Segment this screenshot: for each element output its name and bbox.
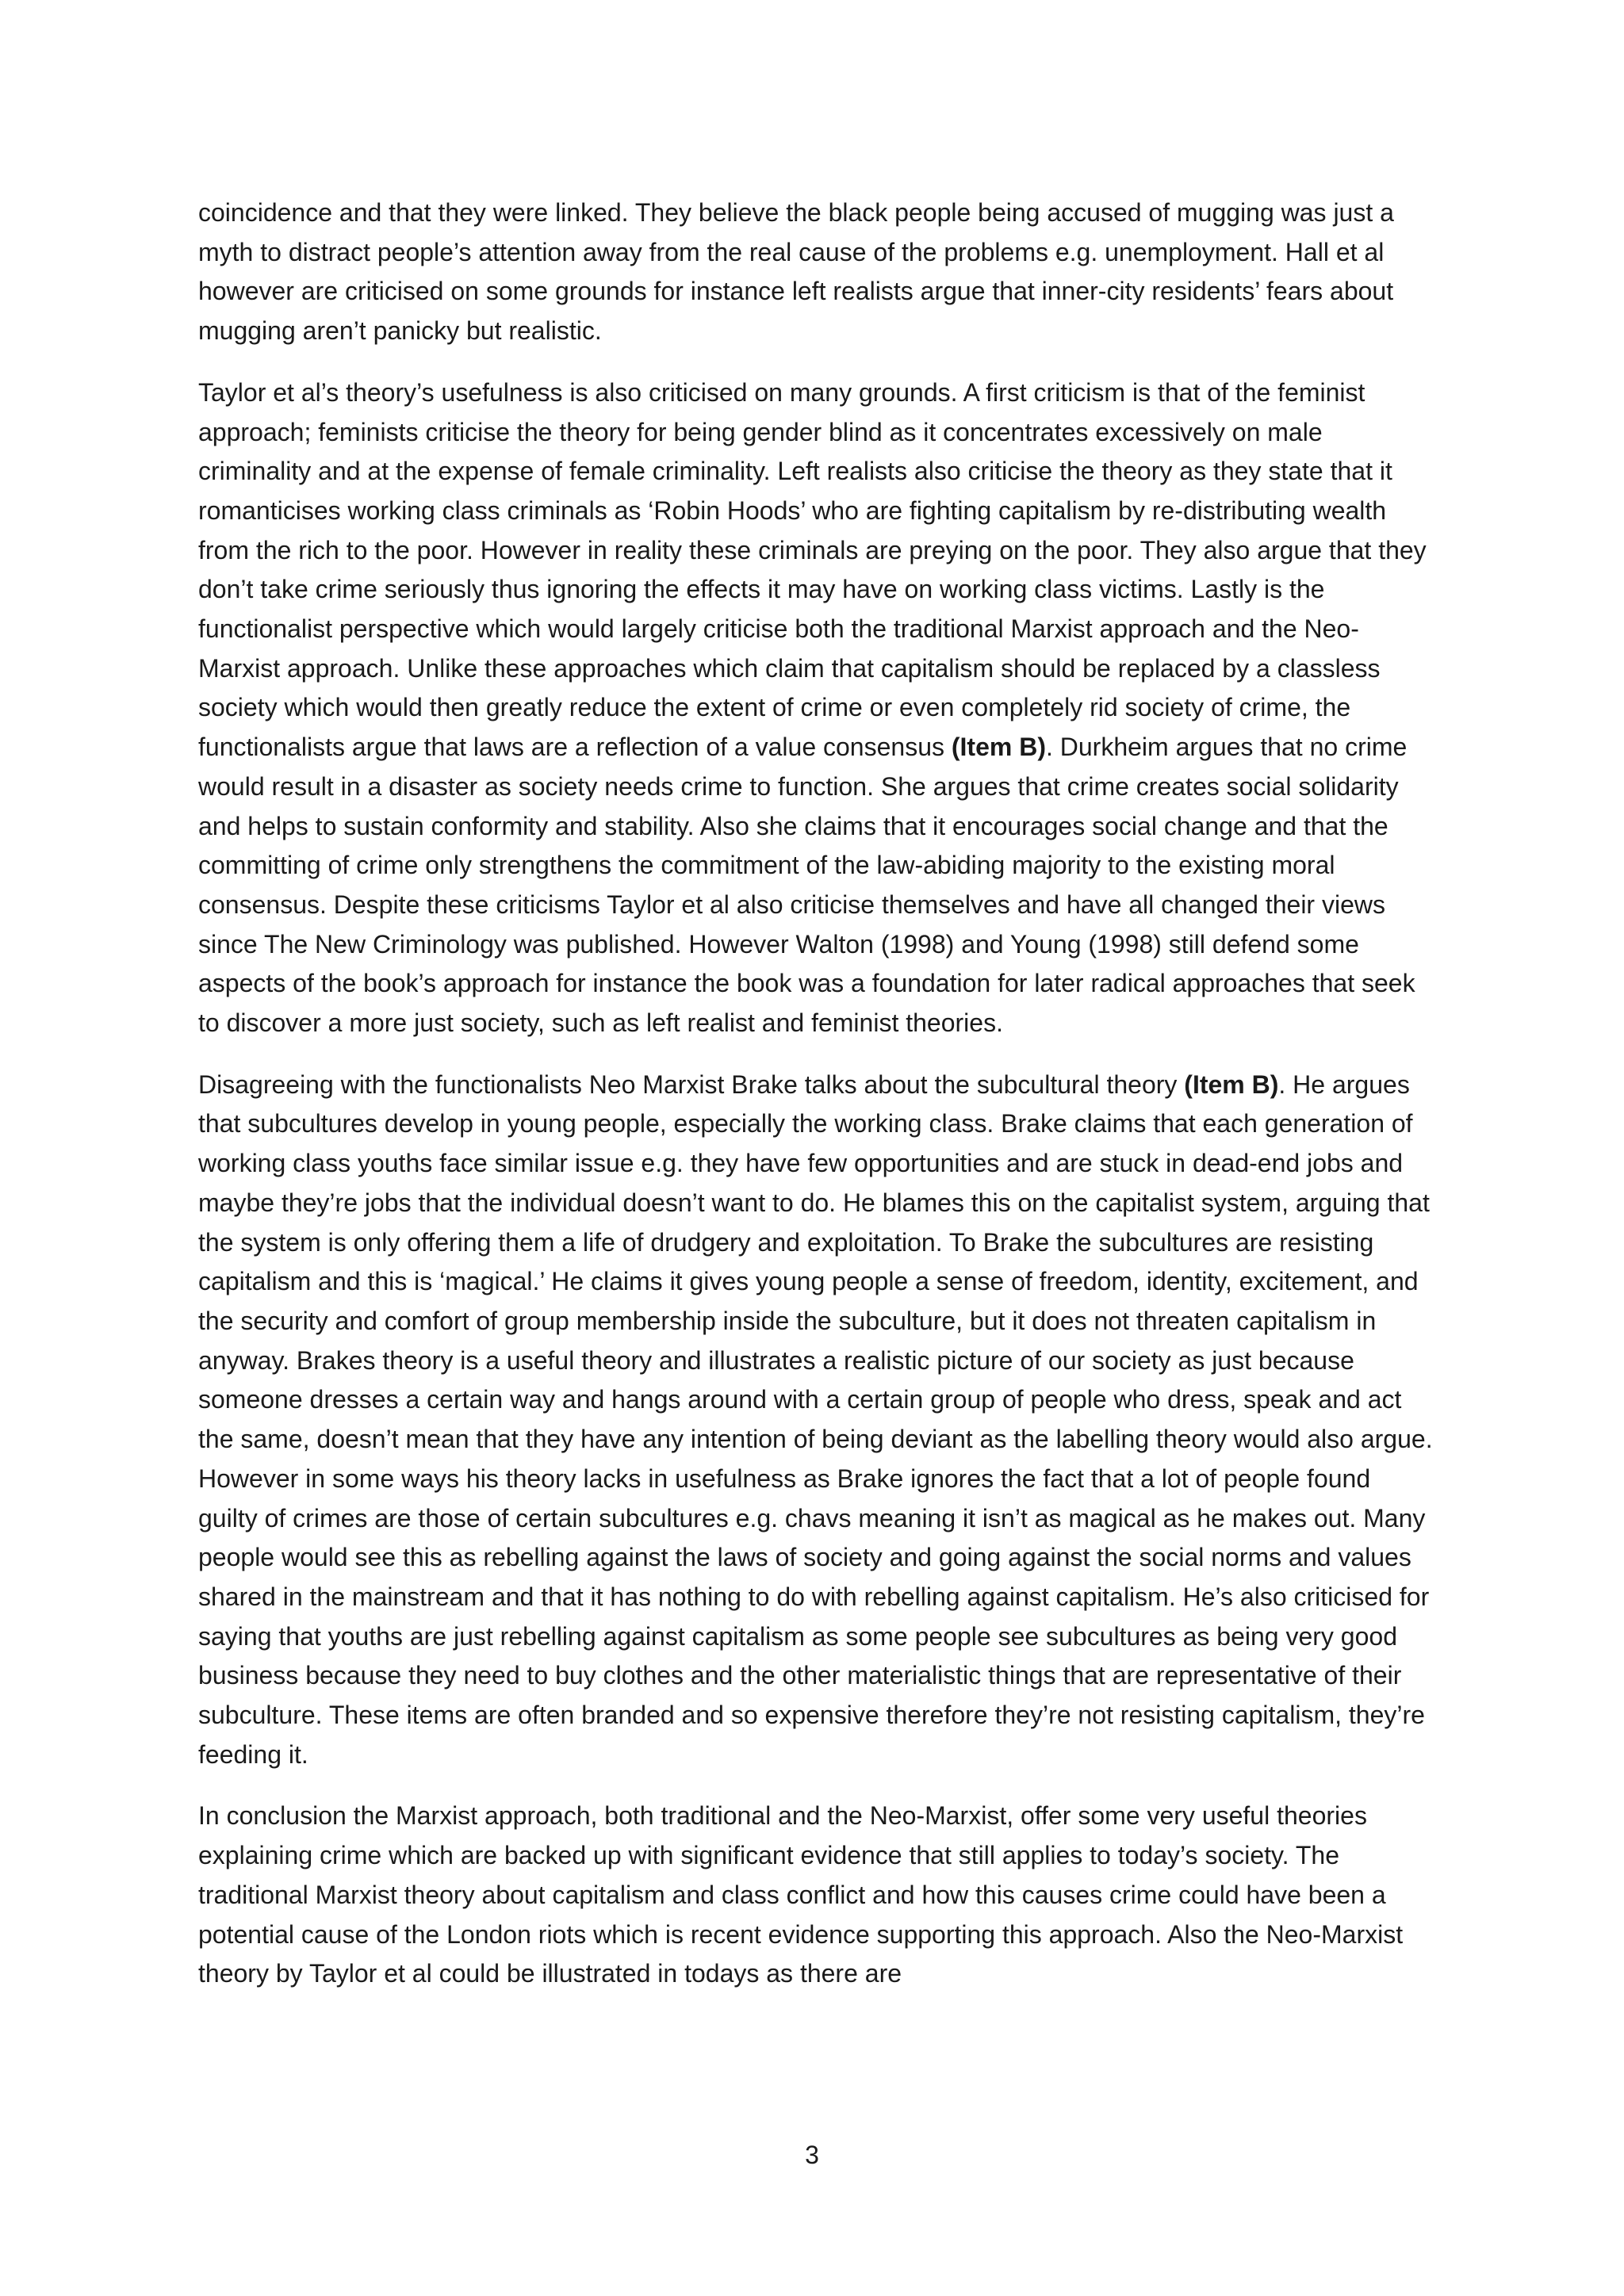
paragraph-3-text-a: Disagreeing with the functionalists Neo Marxist Brake talks about the subcultural theory <box>198 1070 1185 1099</box>
paragraph-2 <box>198 373 1435 1043</box>
item-b-reference: (Item B) <box>951 733 1046 762</box>
paragraph-4-text: In conclusion the Marxist approach, both traditional and the Neo-Marxist, offer some very useful theories explaining crime which are backed up with significant evidence that still applies to today’s society. The traditional Marxist theory about capitalism and class conflict and how this causes crime could have been a potential cause of the London riots which is recent evidence supporting this approach. Also the Neo-Marxist theory by Taylor et al could be illustrated in todays as there are <box>198 1801 1404 1988</box>
page-number: 3 <box>805 2141 819 2169</box>
paragraph-4 <box>198 1797 1435 1994</box>
paragraph-1 <box>198 193 1435 351</box>
paragraph-3 <box>198 1066 1435 1775</box>
paragraph-3-text-b: . He argues that subcultures develop in young people, especially the working class. Brake claims that each generation of working class youths face similar issue e.g. they have few opportunities and are stuck in dead-end jobs and maybe they’re jobs that the individual doesn’t want to do. He blames this on the capitalist system, arguing that the system is only offering them a life of drudgery and exploitation. To Brake the subcultures are resisting capitalism and this is ‘magical.’ He claims it gives young people a sense of freedom, identity, excitement, and the security and comfort of group membership inside the subculture, but it does not threaten capitalism in anyway. Brakes theory is a useful theory and illustrates a realistic picture of our society as just because someone dresses a certain way and hangs around with a certain group of people who dress, speak and act the same, doesn’t mean that they have any intention of being deviant as the labelling theory would also argue. However in some ways his theory lacks in usefulness as Brake ignores the fact that a lot of people found guilty of crimes are those of certain subcultures e.g. chavs meaning it isn’t as magical as he makes out. Many people would see this as rebelling against the laws of society and going against the social norms and values shared in the mainstream and that it has nothing to do with rebelling against capitalism. He’s also criticised for saying that youths are just rebelling against capitalism as some people see subcultures as being very good business because they need to buy clothes and the other materialistic things that are representative of their subculture. These items are often branded and so expensive therefore they’re not resisting capitalism, they’re feeding it. <box>198 1070 1433 1769</box>
item-b-reference: (Item B) <box>1184 1070 1279 1099</box>
paragraph-2-text-a: Taylor et al’s theory’s usefulness is also criticised on many grounds. A first criticism is that of the feminist approach; feminists criticise the theory for being gender blind as it concentrates excessively on male criminality and at the expense of female criminality. Left realists also criticise the theory as they state that it romanticises working class criminals as ‘Robin Hoods’ who are fighting capitalism by re-distributing wealth from the rich to the poor. However in reality these criminals are preying on the poor. They also argue that they don’t take crime seriously thus ignoring the effects it may have on working class victims. Lastly is the functionalist perspective which would largely criticise both the traditional Marxist approach and the Neo-Marxist approach. Unlike these approaches which claim that capitalism should be replaced by a classless society which would then greatly reduce the extent of crime or even completely rid society of crime, the functionalists argue that laws are a reflection of a value consensus <box>198 377 1427 762</box>
paragraph-2-text-b: . Durkheim argues that no crime would result in a disaster as society needs crime to function. She argues that crime creates social solidarity and helps to sustain conformity and stability. Also she claims that it encourages social change and that the committing of crime only strengthens the commitment of the law-abiding majority to the existing moral consensus. Despite these criticisms Taylor et al also criticise themselves and have all changed their views since The New Criminology was published. However Walton (1998) and Young (1998) still defend some aspects of the book’s approach for instance the book was a foundation for later radical approaches that seek to discover a more just society, such as left realist and feminist theories. <box>198 733 1415 1038</box>
body-text <box>198 193 1435 2016</box>
paragraph-1-text: coincidence and that they were linked. They believe the black people being accused of mugging was just a myth to distract people’s attention away from the real cause of the problems e.g. unemployment. Hall et al however are criticised on some grounds for instance left realists argue that inner-city residents’ fears about mugging aren’t panicky but realistic. <box>198 198 1394 346</box>
